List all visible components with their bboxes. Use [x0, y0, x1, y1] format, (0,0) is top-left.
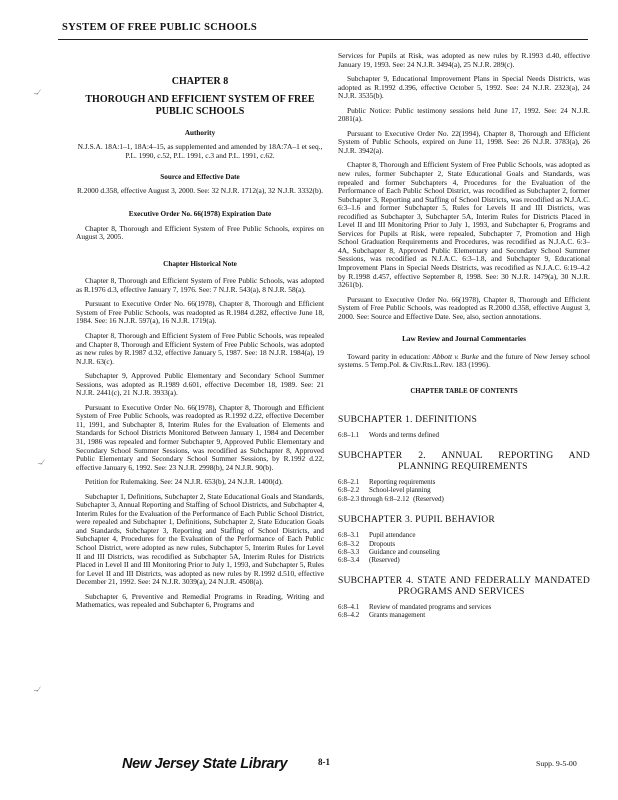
margin-tick-mark: –⁄ — [38, 458, 44, 467]
history-paragraph: Petition for Rulemaking. See: 24 N.J.R. 653(b), 24 N.J.R. 1400(d). — [85, 477, 283, 487]
toc-entry[interactable]: 6:8–2.2 School-level planning — [338, 486, 431, 495]
subchapter-title: SUBCHAPTER 1. DEFINITIONS — [338, 413, 478, 425]
source-heading: Source and Effective Date — [160, 172, 240, 181]
right-column — [338, 52, 590, 632]
toc-subchapter-4 — [338, 576, 590, 619]
history-paragraph: Subchapter 6, Preventive and Remedial Programs in Reading, Writing and Mathematics, was repealed and Subchapter 6, Programs and — [76, 591, 324, 610]
expiration-heading: Executive Order No. 66(1978) Expiration Date — [128, 210, 272, 219]
law-review-heading: Law Review and Journal Commentaries — [402, 335, 526, 344]
library-stamp: New Jersey State Library — [122, 756, 288, 772]
toc-subchapter-2 — [338, 451, 590, 503]
history-paragraph: Services for Pupils at Risk, was adopted as new rules by R.1993 d.40, effective January 19, 1993. See: 24 N.J.R. 3494(a), 25 N.J.R. 289(c). — [338, 51, 590, 69]
toc-entry[interactable]: 6:8–2.1 Reporting requirements — [338, 478, 436, 487]
toc-entry[interactable]: 6:8–3.1 Pupil attendance — [338, 531, 416, 540]
history-paragraph: Pursuant to Executive Order No. 22(1994), Chapter 8, Thorough and Efficient System of Public Schools, expired on June 11, 1998. See: 26 N.J.R. 3783(a), 26 N.J.R. 3942(a). — [338, 128, 590, 155]
toc-entry[interactable]: 6:8–4.2 Grants management — [338, 611, 426, 620]
history-paragraph: Pursuant to Executive Order No. 66(1978), Chapter 8, Thorough and Efficient System of Free Public Schools, was readopted as R.1984 d.282, effective June 18, 1984. See: 16 N.J.R. 597(a), 16 N.J.R. 1719(a). — [76, 299, 324, 326]
margin-tick-mark: –⁄ — [34, 685, 40, 694]
header-rule — [58, 39, 588, 40]
history-paragraph: Pursuant to Executive Order No. 66(1978), Chapter 8, Thorough and Efficient System of Free Public Schools, was readopted as R.2000 d.358, effective August 3, 2000. See: Source and Effective Date. See, also, section annotations. — [338, 294, 590, 321]
authority-text: N.J.S.A. 18A:1–1, 18A:4–15, as supplemented and amended by 18A:7A–1 et seq., P.L. 1990, c.52, P.L. 1991, c.3 and P.L. 1991, c.62. — [77, 142, 323, 160]
history-paragraph: Subchapter 9, Educational Improvement Plans in Special Needs Districts, was adopted as R.1992 d.396, effective October 5, 1992. See: 24 N.J.R. 2323(a), 24 N.J.R. 3535(b). — [338, 74, 590, 101]
history-paragraph: Chapter 8, Thorough and Efficient System of Free Public Schools, was adopted as new rules, former Subchapter 2, State Educational Goals and Standards, was repealed and former Subchapters 4, Procedures for the Evaluation of the Performance of Each Public School District, was recodified as Subchapter 2, former Subchapter 3, Reporting and Staffing of School Districts, was recodified as N.J.A.C. 6:3–1.6 and former Subchapter 5, Rules for Levels II and III Districts, was recodified as Subchapter 3, Subchapter 5A, Interim Rules for Districts Placed in Level II and III Monitoring Prior to July 1, 1993, and Subchapter 6, Programs and Services for Pupils at Risk, were repealed, Subchapter 7, Promotion and High School Graduation Requirements and Procedures, was recodified as N.J.A.C. 6:3–4A, Subchapter 8, Approved Public Elementary and Secondary School Summer Sessions, was recodified as N.J.A.C. 6:3–1.8, and Subchapter 9, Educational Improvement Plans in Special Needs Districts, was recodified as N.J.A.C. 6:19–4.2 by R.1998 d.457, effective September 8, 1998. See: 30 N.J.R. 1479(a), 30 N.J.R. 3261(b). — [338, 160, 590, 290]
page-number: 8-1 — [318, 757, 330, 767]
toc-heading: CHAPTER TABLE OF CONTENTS — [410, 387, 518, 395]
left-column — [76, 52, 324, 616]
chapter-title: THOROUGH AND EFFICIENT SYSTEM OF FREE PUBLIC SCHOOLS — [85, 93, 315, 117]
history-paragraph: Chapter 8, Thorough and Efficient System of Free Public Schools, was repealed and Chapter 8, Thorough and Efficient System of Free Public Schools, was adopted as new rules by R.1987 d.32, effective January 5, 1987. See: 18 N.J.R. 1984(a), 19 N.J.R. 63(c). — [76, 330, 324, 366]
toc-subchapter-1 — [338, 415, 590, 440]
history-paragraph: Subchapter 1, Definitions, Subchapter 2, State Educational Goals and Standards, Subchapter 3, Annual Reporting and Staffing of School Districts, and Subchapter 4, Interim Rules for the Evaluation of the Performance of Each Public School District, were repealed and Subchapter 1, Definitions, Subchapter 2, State Education Goals and Standards, Subchapter 3, Reporting and Staffing of School Districts, and Subchapter 4, Procedures for the Evaluation of the Performance of Each Public School District, were adopted as new rules, Subchapter 5, Interim Rules for Level II and III Districts, was recodified as Subchapter 5A, Interim Rules for Districts Placed in Level II and III Monitoring Prior to July 1, 1993, and Subchapter 5, Rules for Level II and III Districts, was adopted as new rules by R.1992 d.510, effective December 21, 1992. See: 24 N.J.R. 3039(a), 24 N.J.R. 4508(a). — [76, 491, 324, 587]
expiration-text: Chapter 8, Thorough and Efficient System of Free Public Schools, expires on August 3, 2005. — [76, 223, 324, 242]
running-header: SYSTEM OF FREE PUBLIC SCHOOLS — [62, 22, 258, 33]
toc-entry[interactable]: 6:8–1.1 Words and terms defined — [338, 431, 439, 439]
supplement-date: Supp. 9-5-00 — [536, 759, 577, 768]
law-review-text: Toward parity in education: Abbott v. Burke and the future of New Jersey school systems. 5 Temp.Pol. & Civ.Rts.L.Rev. 183 (1996). — [338, 351, 590, 370]
toc-entry[interactable]: 6:8–3.3 Guidance and counseling — [338, 547, 440, 556]
toc-subchapter-3 — [338, 515, 590, 564]
toc-entry[interactable]: 6:8–3.2 Dropouts — [338, 539, 396, 548]
history-heading: Chapter Historical Note — [163, 259, 237, 268]
toc-entry[interactable]: 6:8–3.4 (Reserved) — [338, 555, 400, 564]
chapter-label: CHAPTER 8 — [171, 76, 229, 87]
subchapter-title: SUBCHAPTER 3. PUPIL BEHAVIOR — [338, 513, 495, 525]
history-paragraph: Pursuant to Executive Order No. 66(1978), Chapter 8, Thorough and Efficient System of Free Public Schools, was readopted as R.1992 d.22, effective December 11, 1991, and Subchapter 8, Interim Rules for the Evaluation of Elements and Standards for School Districts Monitored Between January 1, 1984 and December 31, 1986 was repealed and former Subchapter 9, Approved Public Elementary and Secondary School Summer Sessions, was recodified as Subchapter 8, Approved Public Elementary and Secondary School Summer Sessions, by R.1992 d.22, effective January 6, 1992. See: 23 N.J.R. 2998(b), 24 N.J.R. 90(b). — [76, 402, 324, 472]
toc-entry[interactable]: 6:8–2.3 through 6:8–2.12 (Reserved) — [338, 494, 444, 503]
history-paragraph: Chapter 8, Thorough and Efficient System of Free Public Schools, was adopted as R.1976 d.3, effective January 7, 1976. See: 7 N.J.R. 543(a), 8 N.J.R. 58(a). — [76, 276, 324, 294]
history-paragraph: Public Notice: Public testimony sessions held June 17, 1992. See: 24 N.J.R. 2081(a). — [338, 105, 590, 124]
case-name: Abbott v. Burke — [432, 351, 479, 361]
margin-tick-mark: –⁄ — [34, 88, 40, 97]
source-text: R.2000 d.358, effective August 3, 2000. See: 32 N.J.R. 1712(a), 32 N.J.R. 3332(b). — [77, 186, 323, 196]
subchapter-title: SUBCHAPTER 2. ANNUAL REPORTING AND PLANNING REQUIREMENTS — [338, 450, 590, 472]
toc-entry[interactable]: 6:8–4.1 Review of mandated programs and services — [338, 603, 492, 612]
history-paragraph: Subchapter 9, Approved Public Elementary and Secondary School Summer Sessions, was adopted as R.1989 d.601, effective December 18, 1989. See: 21 N.J.R. 2441(c), 21 N.J.R. 3933(a). — [76, 371, 324, 398]
subchapter-title: SUBCHAPTER 4. STATE AND FEDERALLY MANDATED PROGRAMS AND SERVICES — [338, 575, 590, 597]
authority-heading: Authority — [184, 128, 216, 137]
